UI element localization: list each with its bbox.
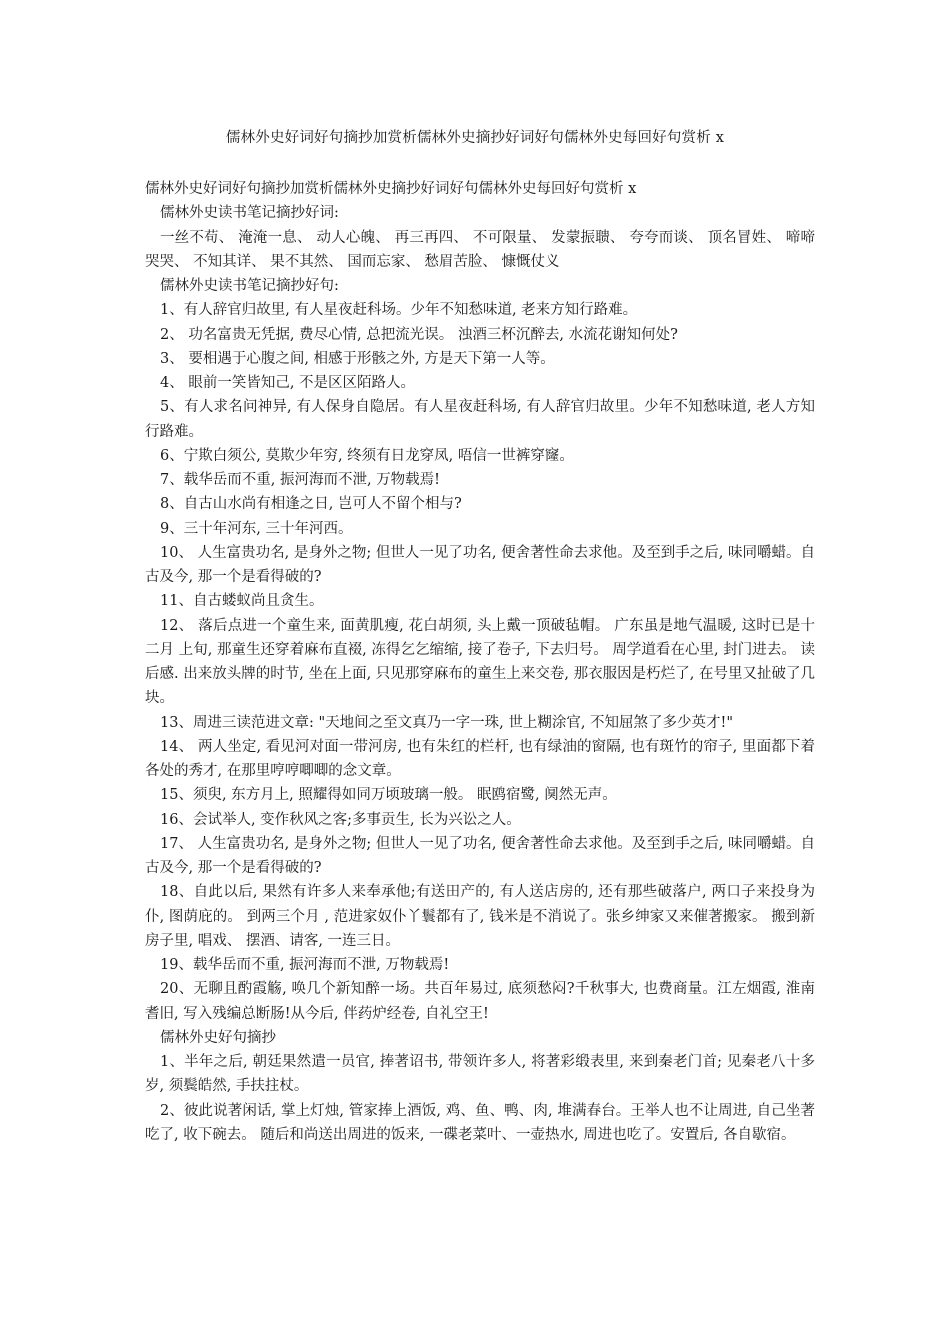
- document-body: [145, 177, 815, 1147]
- sentence-item: 8、自古山水尚有相逢之日, 岂可人不留个相与?: [160, 496, 462, 513]
- sentence-item: 20、无聊且酌霞觞, 唤几个新知醉一场。共百年易过, 底须愁闷?千秋事大, 也费商量。江左烟霞, 淮南耆旧, 写入残编总断肠!从今后, 伴药炉经卷, 自礼空王!: [145, 981, 815, 1022]
- section-heading-words: 儒林外史读书笔记摘抄好词:: [160, 205, 339, 222]
- sentence-item: 3、 要相遇于心腹之间, 相感于形骸之外, 方是天下第一人等。: [160, 350, 555, 367]
- document-title: 儒林外史好词好句摘抄加赏析儒林外史摘抄好词好句儒林外史每回好句赏析 x: [225, 130, 725, 146]
- sentence-item: 15、须臾, 东方月上, 照耀得如同万顷玻璃一般。 眠鸥宿鹭, 阒然无声。: [160, 787, 617, 804]
- excerpt-item: 2、彼此说著闲话, 掌上灯烛, 管家捧上酒饭, 鸡、鱼、鸭、肉, 堆满春台。王举人也不让周进, 自己坐著吃了, 收下碗去。 随后和尚送出周进的饭来, 一碟老菜叶、一壶热水, 周进也吃了。安置后, 各自歇宿。: [145, 1102, 815, 1143]
- words-paragraph: 一丝不苟、 淹淹一息、 动人心魄、 再三再四、 不可限量、 发蒙振聩、 夸夸而谈、 顶名冒姓、 啼啼哭哭、 不知其详、 果不其然、 国而忘家、 愁眉苦脸、 慷慨仗义: [145, 229, 815, 270]
- sentence-item: 18、自此以后, 果然有许多人来奉承他;有送田产的, 有人送店房的, 还有那些破落户, 两口子来投身为仆, 图荫庇的。 到两三个月 , 范进家奴仆丫鬟都有了, 钱米是不消说了。张乡绅家又来催著搬家。 搬到新房子里, 唱戏、 摆酒、请客, 一连三日。: [145, 884, 815, 949]
- sentence-item: 19、载华岳而不重, 振河海而不泄, 万物载焉!: [160, 957, 450, 973]
- sentence-item: 10、 人生富贵功名, 是身外之物; 但世人一见了功名, 便舍著性命去求他。及至到手之后, 味同嚼蜡。自古及今, 那一个是看得破的?: [145, 544, 815, 585]
- sentence-item: 16、会试举人, 变作秋风之客;多事贡生, 长为兴讼之人。: [160, 811, 521, 828]
- section-heading-excerpts: 儒林外史好句摘抄: [160, 1029, 276, 1046]
- sentence-item: 5、有人求名问神异, 有人保身自隐居。有人星夜赶科场, 有人辞官归故里。少年不知愁味道, 老人方知行路难。: [145, 399, 815, 440]
- sentence-item: 13、周进三读范进文章: "天地间之至文真乃一字一珠, 世上糊涂官, 不知屈煞了多少英才!": [160, 714, 734, 731]
- sentence-item: 7、载华岳而不重, 振河海而不泄, 万物载焉!: [160, 472, 440, 488]
- sentence-item: 2、 功名富贵无凭据, 费尽心情, 总把流光误。 浊酒三杯沉醉去, 水流花谢知何处?: [160, 326, 678, 343]
- sentence-item: 1、有人辞官归故里, 有人星夜赶科场。少年不知愁味道, 老来方知行路难。: [160, 302, 638, 319]
- sentence-item: 12、 落后点进一个童生来, 面黄肌瘦, 花白胡须, 头上戴一顶破毡帽。 广东虽是地气温暖, 这时已是十二月 上旬, 那童生还穿着麻布直裰, 冻得乞乞缩缩, 接了卷子, 下去归号。 周学道看在心里, 封门进去。 读后感. 出来放头牌的时节, 坐在上面, 只见那穿麻布的童生上来交卷, 那衣服因是朽烂了, 在号里又扯破了几块。: [145, 617, 815, 707]
- section-heading-sentences: 儒林外史读书笔记摘抄好句:: [160, 278, 339, 294]
- sentence-item: 4、 眼前一笑皆知己, 不是区区陌路人。: [160, 375, 416, 391]
- sentence-item: 17、 人生富贵功名, 是身外之物; 但世人一见了功名, 便舍著性命去求他。及至到手之后, 味同嚼蜡。自古及今, 那一个是看得破的?: [145, 835, 815, 876]
- document-subtitle: 儒林外史好词好句摘抄加赏析儒林外史摘抄好词好句儒林外史每回好句赏析 x: [145, 181, 637, 197]
- sentence-item: 11、自古蝼蚁尚且贪生。: [160, 593, 324, 610]
- excerpt-item: 1、半年之后, 朝廷果然遣一员官, 捧著诏书, 带领许多人, 将著彩缎表里, 来到秦老门首; 见秦老八十多岁, 须鬓皓然, 手扶拄杖。: [145, 1054, 815, 1095]
- sentence-item: 14、 两人坐定, 看见河对面一带河房, 也有朱红的栏杆, 也有绿油的窗隔, 也有斑竹的帘子, 里面都下着各处的秀才, 在那里哼哼唧唧的念文章。: [145, 738, 815, 779]
- sentence-item: 9、三十年河东, 三十年河西。: [160, 520, 353, 537]
- sentence-item: 6、宁欺白须公, 莫欺少年穷, 终须有日龙穿凤, 唔信一世裤穿窿。: [160, 447, 574, 464]
